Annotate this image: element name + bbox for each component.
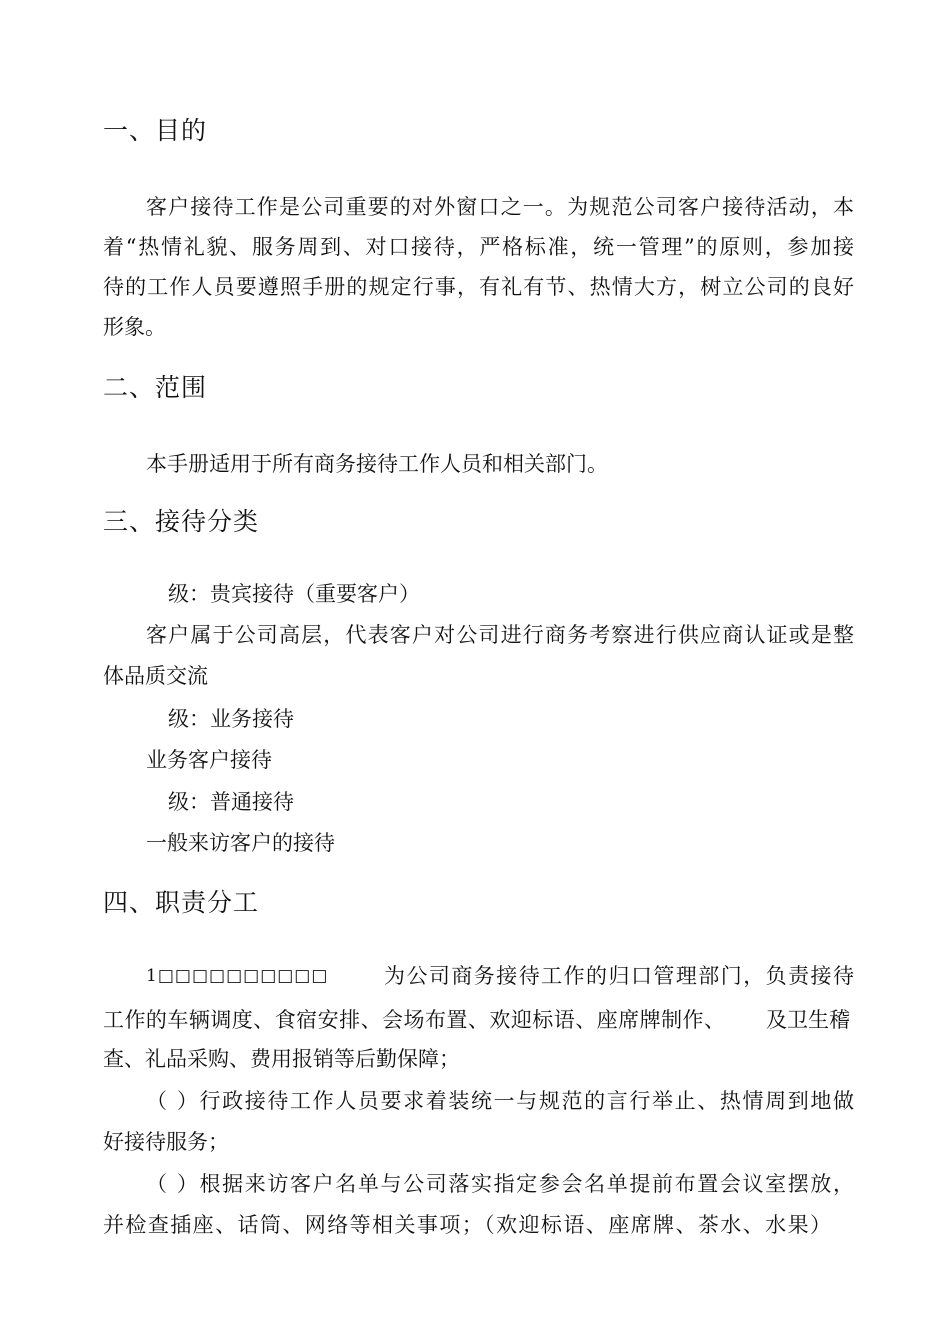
scope-line-1: 本手册适用于所有商务接待工作人员和相关部门。 [146, 452, 608, 476]
item2-line-1: （ ）行政接待工作人员要求着装统一与规范的言行举止、热情周到地做 [146, 1089, 854, 1113]
purpose-line-4: 形象。 [103, 315, 166, 339]
item1-line-2a: 工作的车辆调度、食宿安排、会场布置、欢迎标语、座席牌制作、 [103, 1008, 725, 1032]
section-heading-reception-types: 三、接待分类 [103, 507, 260, 536]
level1-desc-line-2: 体品质交流 [103, 664, 208, 688]
item1-line-1: 为公司商务接待工作的归口管理部门，负责接待 [384, 964, 854, 988]
item2-line-2: 好接待服务； [103, 1130, 229, 1154]
section-heading-scope: 二、范围 [103, 373, 208, 402]
level3-desc: 一般来访客户的接待 [146, 831, 335, 855]
section-heading-responsibilities: 四、职责分工 [103, 888, 260, 917]
level1-desc-line-1: 客户属于公司高层，代表客户对公司进行商务考察进行供应商认证或是整 [146, 623, 854, 647]
level1-title: 级：贵宾接待（重要客户） [168, 582, 420, 606]
item3-line-2: 并检查插座、话筒、网络等相关事项；（欢迎标语、座席牌、茶水、水果） [103, 1213, 831, 1237]
level2-title: 级：业务接待 [168, 707, 294, 731]
item1-prefix: 1□□□□□□□□□□ [146, 966, 329, 986]
item1-line-3: 查、礼品采购、费用报销等后勤保障； [103, 1047, 460, 1071]
purpose-line-3: 待的工作人员要遵照手册的规定行事，有礼有节、热情大方，树立公司的良好 [103, 275, 854, 299]
item1-line-2b: 及卫生稽 [766, 1008, 850, 1032]
section-heading-purpose: 一、目的 [103, 116, 208, 145]
level3-title: 级：普通接待 [168, 790, 294, 814]
purpose-line-1: 客户接待工作是公司重要的对外窗口之一。为规范公司客户接待活动，本 [146, 195, 854, 219]
level2-desc: 业务客户接待 [146, 748, 272, 772]
purpose-line-2: 着“热情礼貌、服务周到、对口接待，严格标准，统一管理”的原则，参加接 [103, 235, 854, 259]
item3-line-1: （ ）根据来访客户名单与公司落实指定参会名单提前布置会议室摆放， [146, 1172, 854, 1196]
